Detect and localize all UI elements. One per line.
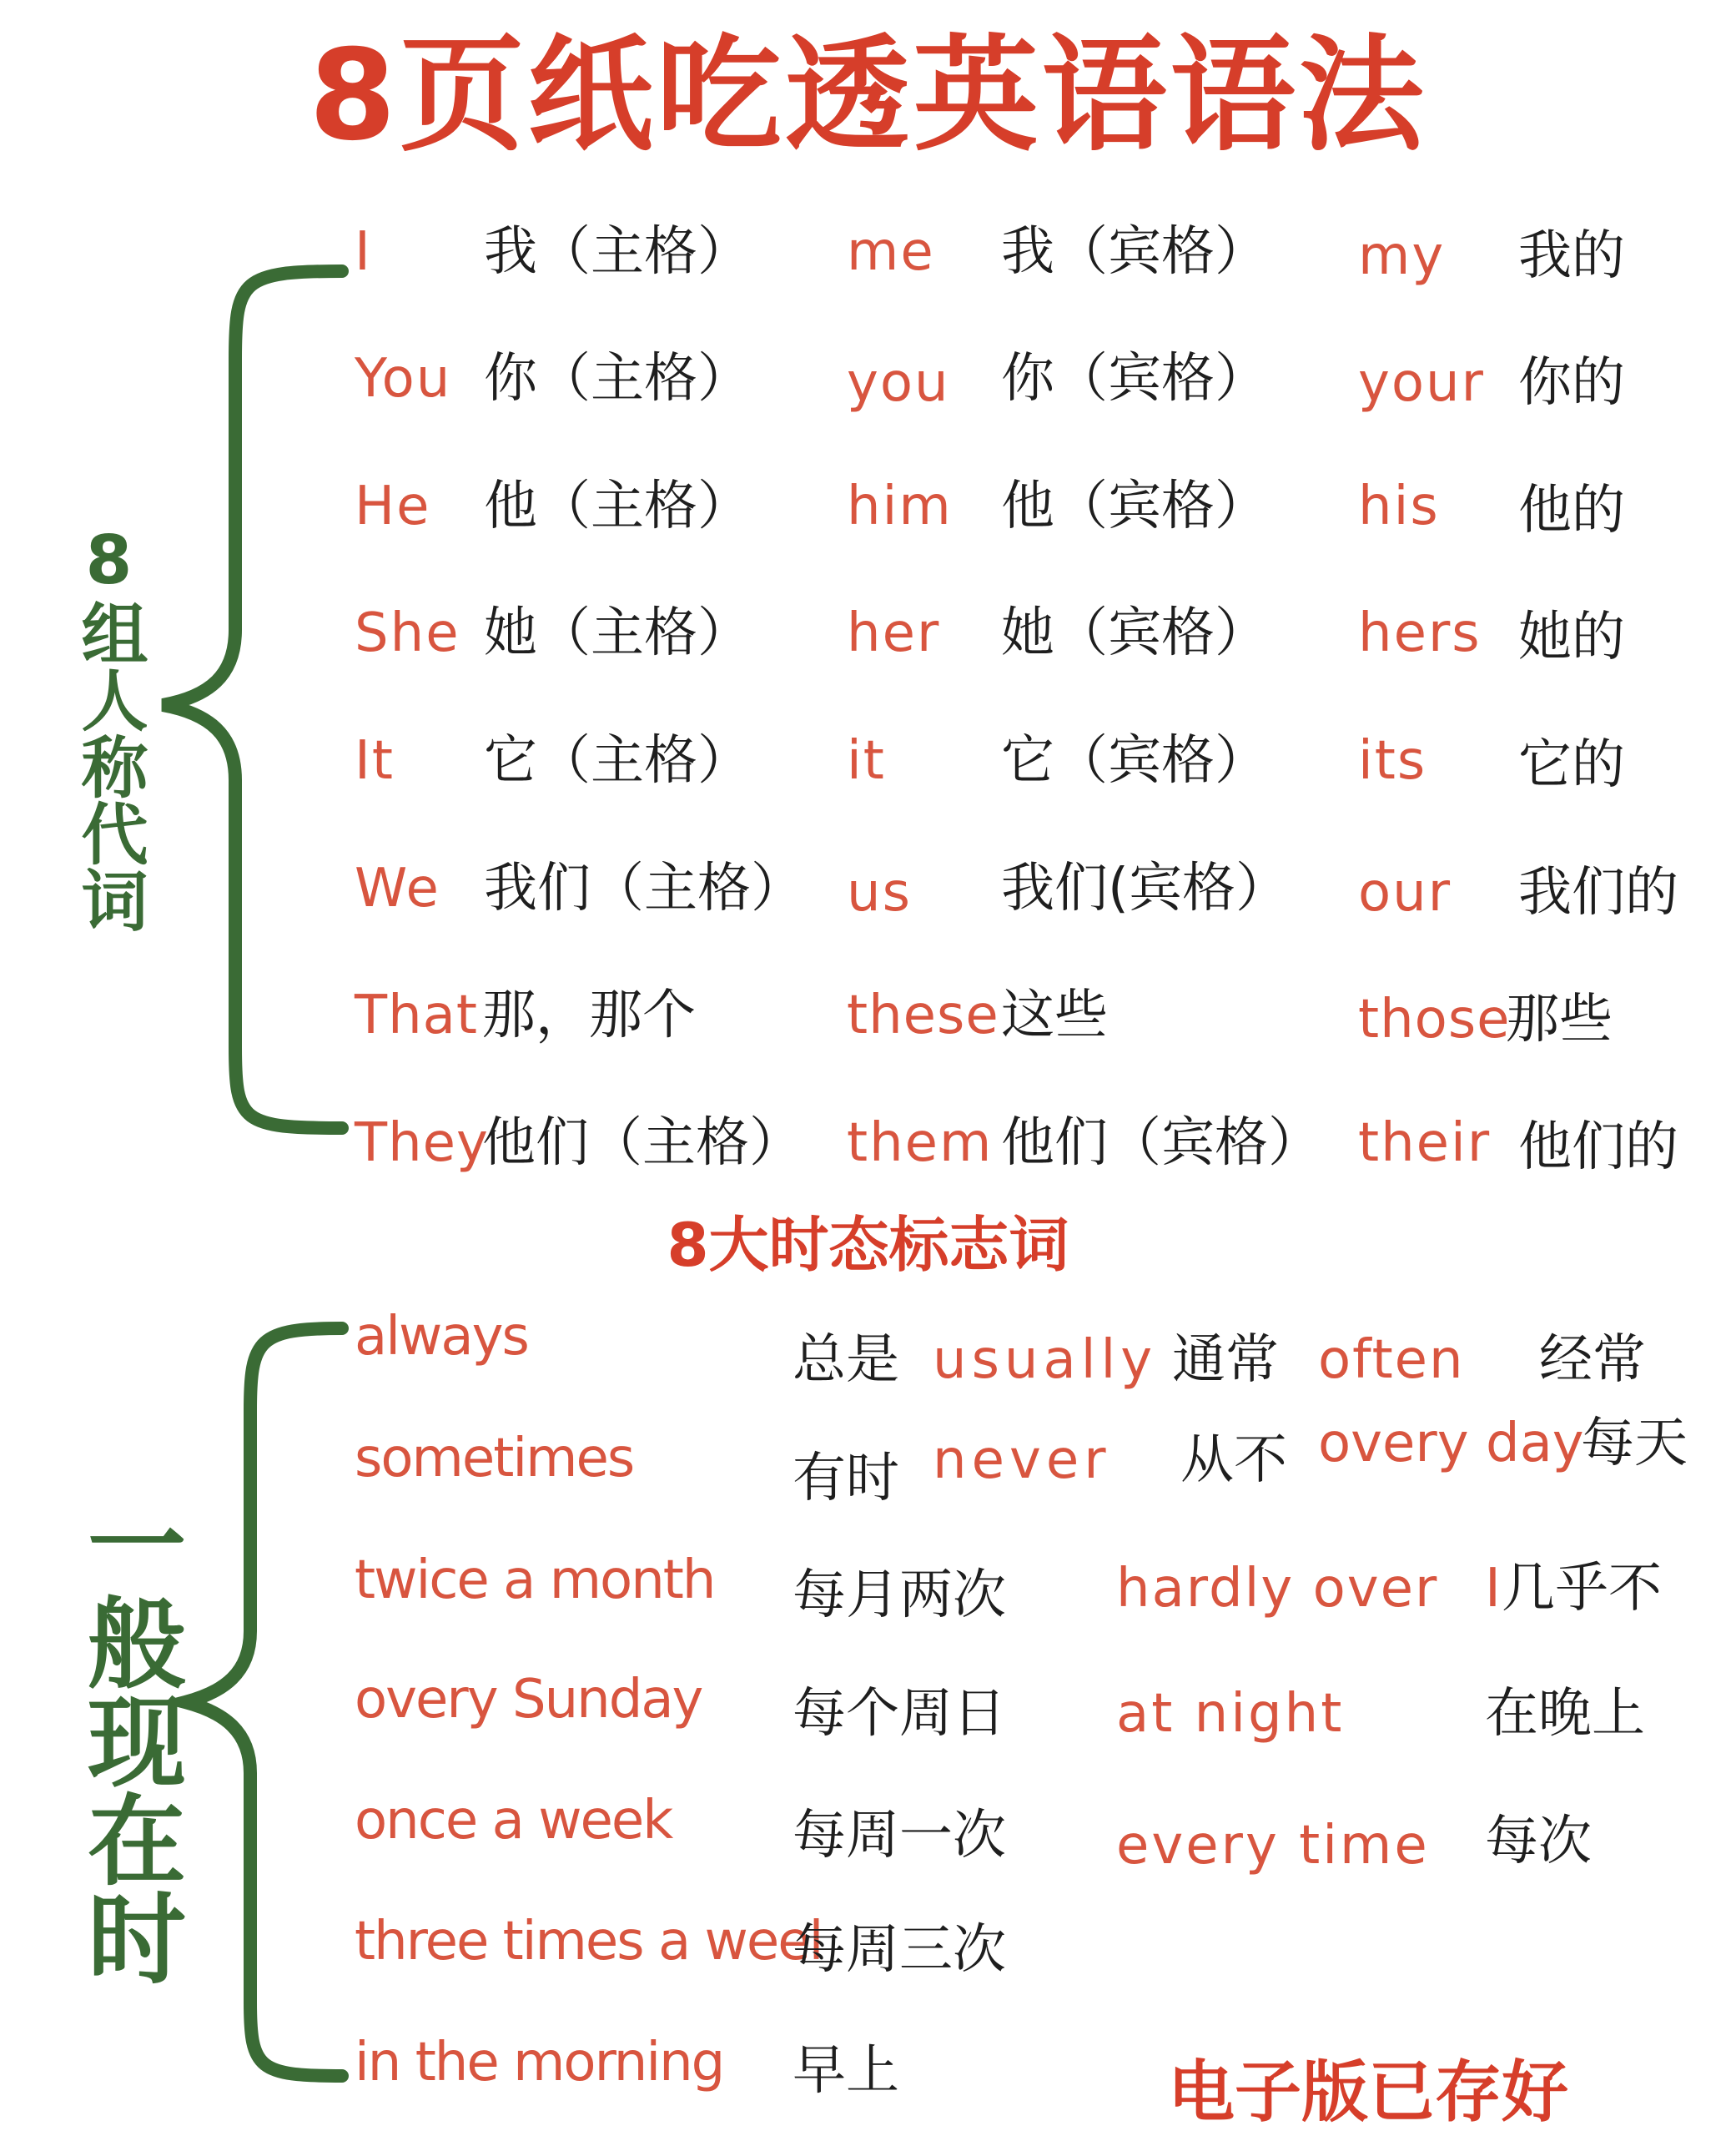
marker-word: at night	[1116, 1683, 1345, 1745]
possessive-meaning: 它的	[1518, 734, 1625, 796]
object-pronoun: me	[847, 221, 935, 283]
possessive-meaning: 我们的	[1518, 862, 1678, 924]
marker-word: usually	[933, 1329, 1158, 1391]
marker-word: every time	[1116, 1815, 1430, 1877]
object-meaning: 他们（宾格）	[1001, 1112, 1321, 1174]
object-pronoun: you	[847, 352, 950, 414]
subject-pronoun: That	[355, 985, 478, 1046]
marker-meaning: 每周三次	[793, 1919, 1006, 1981]
subject-pronoun: I	[355, 221, 372, 283]
possessive-meaning: 那些	[1506, 989, 1613, 1050]
subject-pronoun: He	[355, 476, 431, 537]
subject-meaning: 他（主格）	[484, 476, 751, 537]
possessive-pronoun: my	[1358, 225, 1446, 287]
possessive-pronoun: their	[1358, 1112, 1492, 1174]
possessive-meaning: 他的	[1518, 480, 1625, 542]
marker-meaning: 每个周日	[793, 1683, 1006, 1745]
subject-meaning: 你（主格）	[484, 348, 751, 410]
marker-meaning: 每月两次	[793, 1564, 1006, 1626]
marker-word: always	[355, 1306, 528, 1368]
object-pronoun: them	[847, 1112, 994, 1174]
marker-word: often	[1318, 1329, 1465, 1391]
subject-meaning: 他们（主格）	[482, 1112, 803, 1174]
object-pronoun: him	[847, 476, 953, 537]
object-meaning: 我（宾格）	[1001, 221, 1268, 283]
subject-pronoun: They	[355, 1112, 489, 1174]
marker-word: once a week	[355, 1790, 672, 1851]
footer-note: 电子版已存好	[1168, 2053, 1568, 2131]
subject-meaning: 她（主格）	[484, 602, 751, 664]
pronoun-brace	[163, 271, 342, 1128]
subject-meaning: 我（主格）	[484, 221, 751, 283]
object-meaning: 它（宾格）	[1001, 730, 1268, 792]
subject-pronoun: We	[355, 858, 440, 919]
marker-word: hardly over	[1116, 1558, 1439, 1620]
marker-word: twice a month	[355, 1549, 715, 1611]
object-meaning: 你（宾格）	[1001, 348, 1268, 410]
marker-meaning: 经常	[1539, 1329, 1646, 1391]
marker-mark: I	[1485, 1558, 1502, 1620]
object-pronoun: it	[847, 730, 886, 792]
tense-section-label: 一般现在时	[71, 1494, 186, 1986]
subject-pronoun: It	[355, 730, 395, 792]
object-meaning: 她（宾格）	[1001, 602, 1268, 664]
marker-word: never	[933, 1429, 1111, 1491]
tense-brace	[185, 1328, 342, 2076]
marker-word: overy Sunday	[355, 1669, 702, 1730]
possessive-pronoun: his	[1358, 476, 1440, 537]
marker-meaning: 总是	[793, 1329, 899, 1391]
marker-meaning: 每天	[1581, 1413, 1688, 1474]
marker-word: three times a weel	[355, 1911, 823, 1972]
marker-meaning: 在晚上	[1485, 1683, 1645, 1745]
marker-word: overy day	[1318, 1413, 1584, 1474]
marker-word: sometimes	[355, 1428, 634, 1489]
pronoun-section-label: 8组人称代词	[70, 521, 148, 933]
possessive-meaning: 我的	[1518, 225, 1625, 287]
subject-pronoun: She	[355, 602, 460, 664]
marker-meaning: 从不	[1180, 1429, 1287, 1491]
subject-meaning: 它（主格）	[484, 730, 751, 792]
tense-subtitle: 8大时态标志词	[667, 1210, 1069, 1280]
marker-meaning: 每周一次	[793, 1805, 1006, 1866]
possessive-meaning: 你的	[1518, 352, 1625, 414]
marker-meaning: 通常	[1172, 1329, 1279, 1391]
object-pronoun: us	[847, 862, 912, 924]
possessive-pronoun: those	[1358, 989, 1511, 1050]
possessive-pronoun: hers	[1358, 602, 1482, 664]
object-meaning: 他（宾格）	[1001, 476, 1268, 537]
object-meaning: 这些	[1001, 985, 1108, 1046]
marker-meaning: 每次	[1485, 1811, 1592, 1872]
subject-meaning: 我们（主格）	[484, 858, 804, 919]
marker-meaning: 有时	[793, 1448, 899, 1509]
possessive-pronoun: our	[1358, 862, 1452, 924]
subject-pronoun: You	[355, 348, 452, 410]
marker-word: in the morning	[355, 2032, 724, 2093]
marker-meaning: 早上	[793, 2040, 899, 2102]
possessive-pronoun: your	[1358, 352, 1485, 414]
subject-meaning: 那，那个	[482, 985, 696, 1046]
marker-meaning: 几乎不	[1502, 1558, 1662, 1620]
object-pronoun: her	[847, 602, 941, 664]
possessive-meaning: 她的	[1518, 607, 1625, 668]
page-title: 8页纸吃透英语语法	[309, 23, 1427, 169]
object-pronoun: these	[847, 985, 999, 1046]
possessive-meaning: 他们的	[1518, 1116, 1678, 1178]
object-meaning: 我们(宾格）	[1001, 858, 1289, 919]
possessive-pronoun: its	[1358, 730, 1427, 792]
